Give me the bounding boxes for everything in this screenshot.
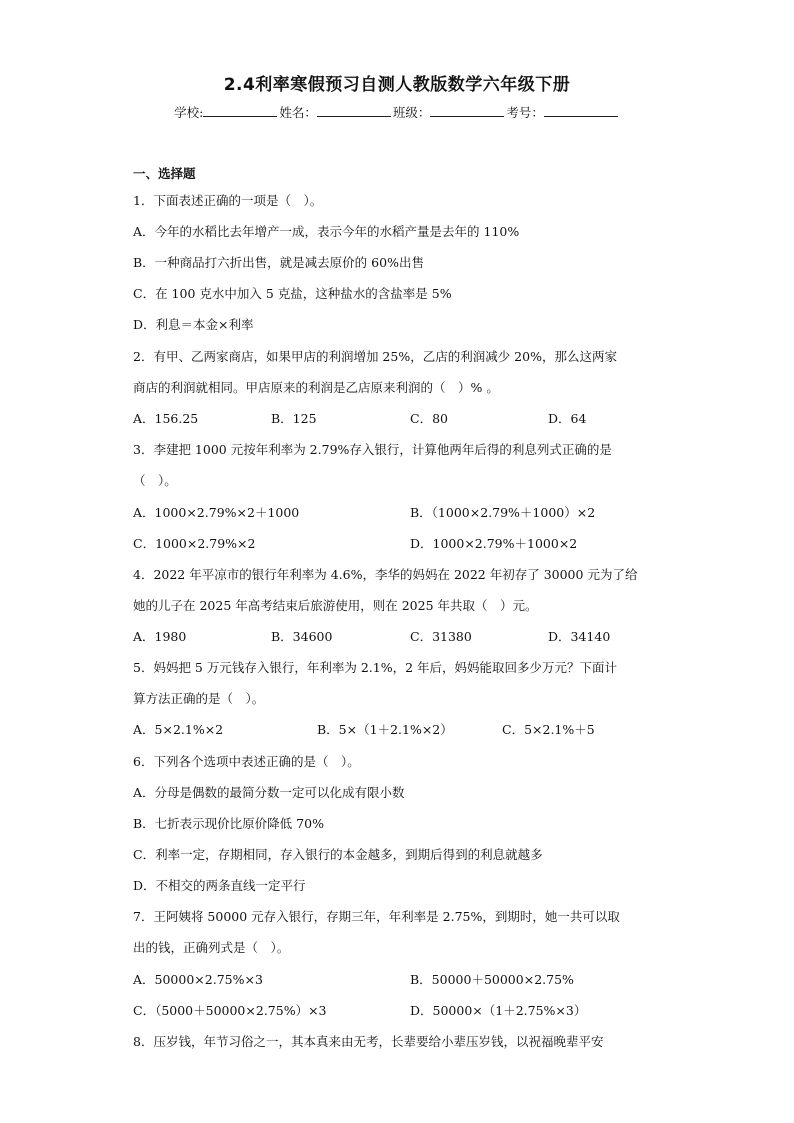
q2-option-d: D．64 [548,411,587,426]
q5-stem-line2: 算方法正确的是（ ）。 [133,691,265,706]
q1-option-a: A．今年的水稻比去年增产一成，表示今年的水稻产量是去年的 110% [133,224,520,239]
q5-option-b: B．5×（1＋2.1%×2） [317,722,453,737]
q7-option-d: D．50000×（1＋2.75%×3） [410,1003,587,1018]
q3-stem-line1: 3．李建把 1000 元按年利率为 2.79%存入银行，计算他两年后得的利息列式正确的是 [133,442,612,457]
q2-option-a: A．156.25 [133,411,199,426]
q6-option-b: B．七折表示现价比原价降低 70% [133,816,324,831]
q7-option-a: A．50000×2.75%×3 [133,972,263,987]
q7-stem-line2: 出的钱，正确列式是（ ）。 [133,940,290,955]
q1-option-c: C．在 100 克水中加入 5 克盐，这种盐水的含盐率是 5% [133,286,452,301]
page-title: 2.4利率寒假预习自测人教版数学六年级下册 [223,75,571,95]
q4-option-d: D．34140 [548,629,611,644]
q3-option-d: D．1000×2.79%＋1000×2 [410,536,578,551]
q4-stem-line2: 她的儿子在 2025 年高考结束后旅游使用，则在 2025 年共取（ ）元。 [133,598,538,613]
q4-option-b: B．34600 [271,629,333,644]
q7-option-c: C．（5000＋50000×2.75%）×3 [133,1003,327,1018]
q4-option-a: A．1980 [133,629,187,644]
q2-option-c: C．80 [410,411,448,426]
q3-option-c: C．1000×2.79%×2 [133,536,256,551]
q7-stem-line1: 7．王阿姨将 50000 元存入银行，存期三年，年利率是 2.75%，到期时，她一共可以取 [133,909,620,924]
number-label: 考号： [506,105,544,120]
q8-stem-line1: 8．压岁钱，年节习俗之一，其本真来由无考，长辈要给小辈压岁钱，以祝福晚辈平安 [133,1034,604,1049]
q6-stem: 6．下列各个选项中表述正确的是（ ）。 [133,754,360,769]
q7-option-b: B．50000＋50000×2.75% [410,972,574,987]
q1-option-d: D．利息＝本金×利率 [133,317,254,332]
name-label: 姓名： [279,105,317,120]
name-field[interactable] [317,104,391,117]
school-label: 学校: [174,105,204,120]
student-info-row [0,103,794,121]
q2-stem-line1: 2．有甲、乙两家商店，如果甲店的利润增加 25%，乙店的利润减少 20%，那么这两家 [133,349,617,364]
number-field[interactable] [544,104,618,117]
q3-stem-line2: （ ）。 [133,473,177,488]
q5-option-c: C．5×2.1%＋5 [502,722,595,737]
class-field[interactable] [430,104,504,117]
q1-stem: 1．下面表述正确的一项是（ ）。 [133,193,323,208]
q2-stem-line2: 商店的利润就相同。甲店原来的利润是乙店原来利润的（ ）% 。 [133,380,499,395]
q6-option-c: C．利率一定，存期相同，存入银行的本金越多，到期后得到的利息就越多 [133,847,543,862]
school-field[interactable] [203,104,277,117]
q4-option-c: C．31380 [410,629,472,644]
class-label: 班级： [392,105,431,120]
q5-stem-line1: 5．妈妈把 5 万元钱存入银行，年利率为 2.1%，2 年后，妈妈能取回多少万元？下面计 [133,660,618,675]
q5-option-a: A．5×2.1%×2 [133,722,224,737]
q6-option-a: A．分母是偶数的最简分数一定可以化成有限小数 [133,785,405,800]
q6-option-d: D．不相交的两条直线一定平行 [133,878,306,893]
q1-option-b: B．一种商品打六折出售，就是减去原价的 60%出售 [133,255,424,270]
q2-option-b: B．125 [271,411,317,426]
q3-option-a: A．1000×2.79%×2＋1000 [133,505,300,520]
q4-stem-line1: 4．2022 年平凉市的银行年利率为 4.6%，李华的妈妈在 2022 年初存了 30000 元为了给 [133,567,638,582]
section-heading: 一、选择题 [133,166,196,181]
q3-option-b: B．（1000×2.79%＋1000）×2 [410,505,596,520]
